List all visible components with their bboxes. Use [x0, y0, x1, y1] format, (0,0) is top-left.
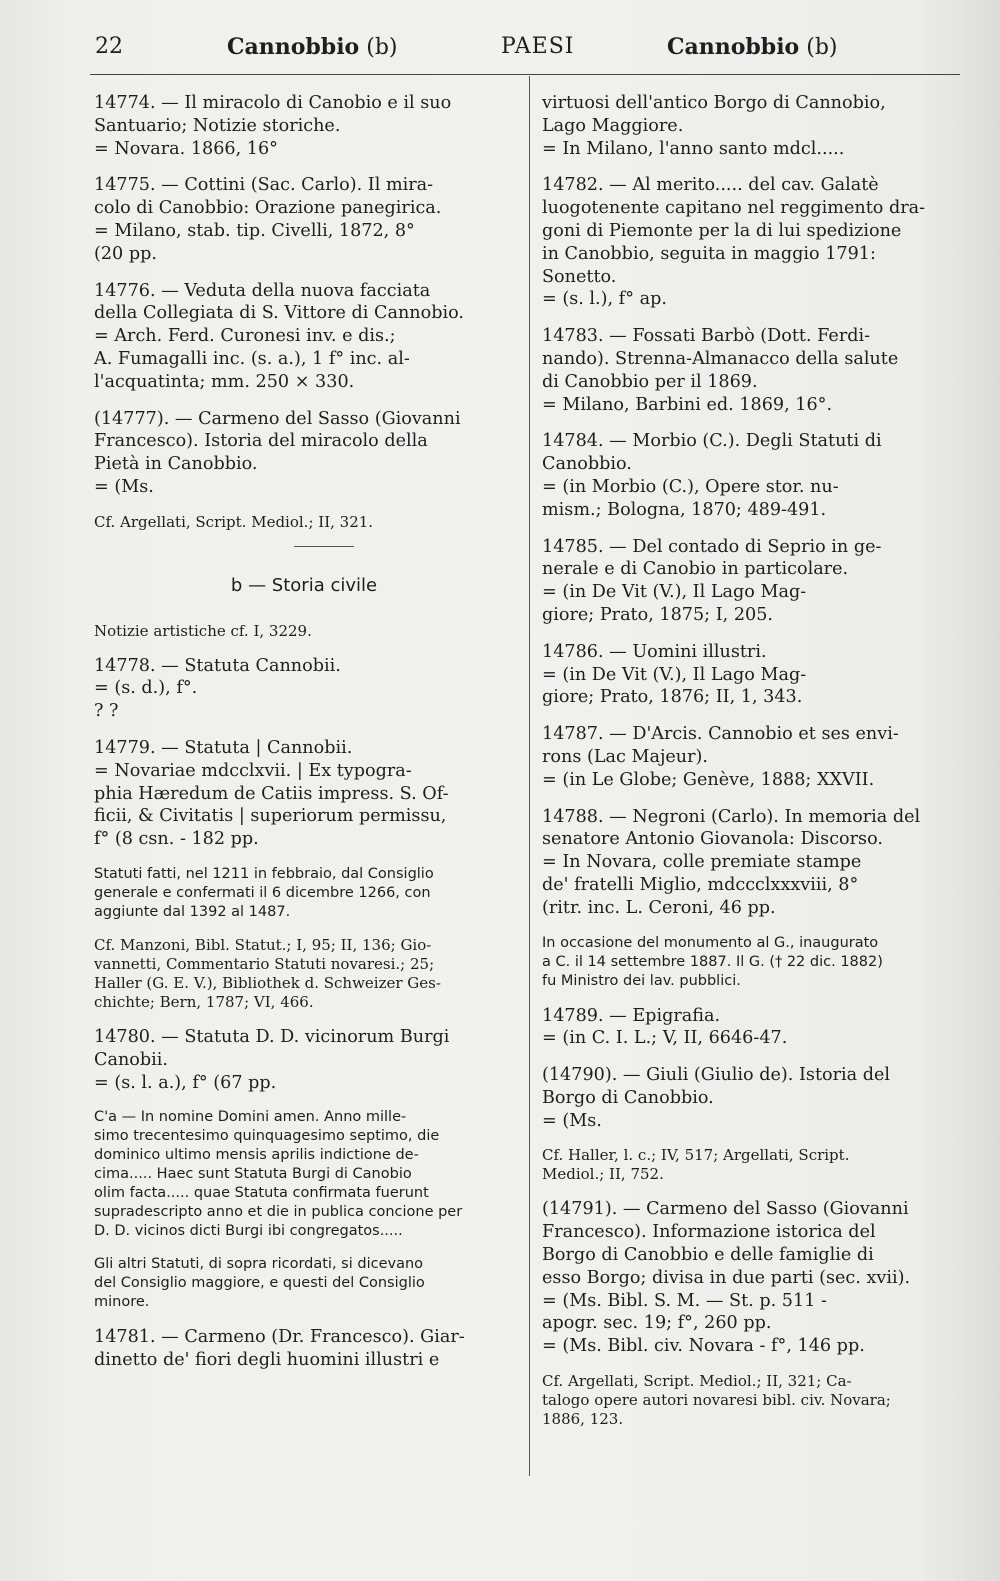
left-header-name: Cannobbio: [227, 34, 360, 60]
right-header-title: [667, 34, 837, 60]
bibliography-entry: 14779. — Statuta | Cannobii. = Novariae mdcclxvii. | Ex typogra- phia Hæredum de Catiis impress. S. Of- ficii, & Civitatis | superiorum permissu, f° (8 csn. - 182 pp.: [94, 737, 449, 850]
right-header-suffix: (b): [806, 35, 838, 60]
left-header-suffix: (b): [366, 35, 398, 60]
bibliography-entry: 14789. — Epigrafia. = (in C. I. L.; V, II, 6646-47.: [542, 1005, 788, 1049]
right-header-name: Cannobbio: [667, 34, 800, 60]
entry-note: Cf. Manzoni, Bibl. Statut.; I, 95; II, 136; Gio- vannetti, Commentario Statuti novaresi.; 25; Haller (G. E. V.), Bibliothek d. Schweizer Ges- chichte; Bern, 1787; VI, 466.: [94, 935, 441, 1011]
left-header-title: [227, 34, 397, 60]
bibliography-entry: 14784. — Morbio (C.). Degli Statuti di Canobbio. = (in Morbio (C.), Opere stor. nu- mism.; Bologna, 1870; 489-491.: [542, 431, 882, 520]
header-rule: [90, 74, 960, 75]
section-heading: b — Storia civile: [230, 574, 378, 596]
bibliography-entry: (14791). — Carmeno del Sasso (Giovanni Francesco). Informazione istorica del Borgo di Canobbio e delle famiglie di esso Borgo; divisa in due parti (sec. xvii). = (Ms. Bibl. S. M. — St. p. 511 - apogr. sec. 19; f°, 260 pp. = (Ms. Bibl. civ. Novara - f°, 146 pp.: [542, 1199, 911, 1357]
bibliography-entry: 14785. — Del contado di Seprio in ge- nerale e di Canobio in particolare. = (in De Vit (V.), Il Lago Mag- giore; Prato, 1875; I, 205.: [542, 536, 882, 625]
entry-note: Cf. Argellati, Script. Mediol.; II, 321; Ca- talogo opere autori novaresi bibl. civ. Novara; 1886, 123.: [542, 1372, 891, 1429]
entry-note: Gli altri Statuti, di sopra ricordati, si dicevano del Consiglio maggiore, e questi del Consiglio minore.: [94, 1256, 425, 1311]
bibliography-entry: 14775. — Cottini (Sac. Carlo). Il mira- colo di Canobbio: Orazione panegirica. = Milano, stab. tip. Civelli, 1872, 8° (20 pp.: [94, 175, 442, 264]
entry-note: C'a — In nomine Domini amen. Anno mille- simo trecentesimo quinquagesimo septimo, die dominico ultimo mensis aprilis indictione de- cima..... Haec sunt Statuta Burgi di Canobio olim facta..... quae Statuta confirmata fuerunt supradescripto anno et die in publica concione per D. D. vicinos dicti Burgi ibi congregatos.....: [94, 1109, 463, 1240]
right-column: [542, 92, 962, 1443]
bibliography-entry: 14783. — Fossati Barbò (Dott. Ferdi- nando). Strenna-Almanacco della salute di Canobbio per il 1869. = Milano, Barbini ed. 1869, 16°.: [542, 326, 899, 415]
bibliography-entry: 14776. — Veduta della nuova facciata della Collegiata di S. Vittore di Cannobio. = Arch. Ferd. Curonesi inv. e dis.; A. Fumagalli inc. (s. a.), 1 f° inc. al- l'acquatinta; mm. 250 × 330.: [94, 280, 464, 392]
bibliography-entry: 14788. — Negroni (Carlo). In memoria del senatore Antonio Giovanola: Discorso. = In Novara, colle premiate stampe de' fratelli Miglio, mdccclxxxviii, 8° (ritr. inc. L. Ceroni, 46 pp.: [542, 806, 921, 918]
page-number: 22: [95, 34, 123, 59]
entry-note: Notizie artistiche cf. I, 3229.: [94, 621, 312, 640]
separator-rule: [294, 546, 354, 547]
left-column: [94, 92, 514, 1386]
bibliography-entry: 14782. — Al merito..... del cav. Galatè luogotenente capitano nel reggimento dra- goni di Piemonte per la di lui spedizione in Canobbio, seguita in maggio 1791: Sonetto. = (s. l.), f° ap.: [542, 175, 926, 310]
entry-note: Cf. Argellati, Script. Mediol.; II, 321.: [94, 512, 374, 531]
bibliography-entry: 14778. — Statuta Cannobii. = (s. d.), f°. ? ?: [94, 655, 341, 722]
bibliography-entry: 14787. — D'Arcis. Cannobio et ses envi- rons (Lac Majeur). = (in Le Globe; Genève, 1888; XXVII.: [542, 724, 899, 790]
entry-note: In occasione del monumento al G., inaugurato a C. il 14 settembre 1887. Il G. († 22 dic. 1882) fu Ministro dei lav. pubblici.: [542, 934, 883, 989]
bibliography-entry: 14780. — Statuta D. D. vicinorum Burgi Canobii. = (s. l. a.), f° (67 pp.: [94, 1026, 450, 1093]
bibliography-entry: 14781. — Carmeno (Dr. Francesco). Giar- dinetto de' fiori degli huomini illustri e: [94, 1327, 465, 1371]
bibliography-entry: 14774. — Il miracolo di Canobio e il suo Santuario; Notizie storiche. = Novara. 1866, 16°: [94, 93, 452, 159]
running-header: [95, 28, 960, 68]
section-header: PAESI: [501, 34, 575, 59]
bibliography-entry: (14790). — Giuli (Giulio de). Istoria del Borgo di Canobbio. = (Ms.: [542, 1065, 891, 1131]
column-divider: [529, 76, 530, 1476]
bibliography-entry: (14777). — Carmeno del Sasso (Giovanni Francesco). Istoria del miracolo della Pietà in Canobbio. = (Ms.: [94, 408, 461, 497]
bibliography-entry: virtuosi dell'antico Borgo di Cannobio, Lago Maggiore. = In Milano, l'anno santo mdcl.....: [542, 93, 886, 159]
entry-note: Cf. Haller, l. c.; IV, 517; Argellati, Script. Mediol.; II, 752.: [542, 1146, 850, 1184]
bibliography-entry: 14786. — Uomini illustri. = (in De Vit (V.), Il Lago Mag- giore; Prato, 1876; II, 1, 343.: [542, 641, 807, 708]
entry-note: Statuti fatti, nel 1211 in febbraio, dal Consiglio generale e confermati il 6 dicembre 1266, con aggiunte dal 1392 al 1487.: [94, 865, 434, 920]
